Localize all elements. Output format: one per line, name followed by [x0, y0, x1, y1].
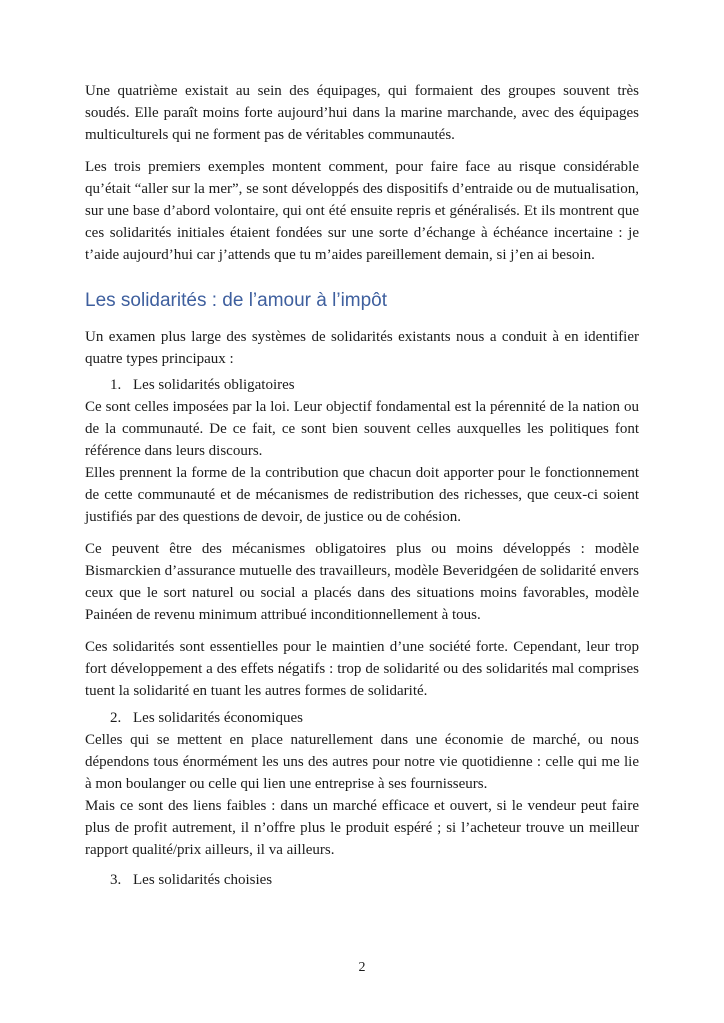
paragraph-exam-intro: Un examen plus large des systèmes de solidarités existants nous a conduit à en identifier quatre types principaux :: [85, 329, 639, 367]
paragraph-solidarites-essentielles: Ces solidarités sont essentielles pour le maintien d’une société forte. Cependant, leur trop fort développement a des effets négatifs : trop de solidarité ou des solidarités mal comprises tuent la solidarité en tuant les autres formes de solidarité.: [85, 639, 639, 699]
list-item-solidarites-obligatoires: [85, 374, 639, 396]
paragraph-obligatoires-forme: Elles prennent la forme de la contribution que chacun doit apporter pour le fonctionnement de cette communauté et de mécanismes de redistribution des richesses, que ceux-ci soient justifiés par des questions de devoir, de justice ou de cohésion.: [85, 465, 639, 525]
list-number: 2.: [110, 710, 122, 726]
list-number: 1.: [110, 377, 122, 393]
list-item-label: Les solidarités choisies: [133, 872, 273, 888]
paragraph-liens-faibles: Mais ce sont des liens faibles : dans un marché efficace et ouvert, si le vendeur peut faire plus de profit autrement, il n’offre plus le produit espéré ; si l’acheteur trouve un meilleur rapport qualité/prix ailleurs, il va ailleurs.: [85, 798, 639, 858]
paragraph-mecanismes-modeles: Ce peuvent être des mécanismes obligatoires plus ou moins développés : modèle Bismarckien d’assurance mutuelle des travailleurs, modèle Beveridgéen de solidarité envers ceux que le sort naturel ou social a placés dans des situations moins favorables, modèle Painéen de revenu minimum attribué inconditionnellement à tous.: [85, 541, 639, 623]
page-number: 2: [358, 960, 366, 975]
paragraph-intro-fourth-solidarity: Une quatrième existait au sein des équipages, qui formaient des groupes souvent très soudés. Elle paraît moins forte aujourd’hui dans la marine marchande, avec des équipages multiculturels qui ne forment pas de véritables communautés.: [85, 83, 639, 143]
paragraph-obligatoires-def: Ce sont celles imposées par la loi. Leur objectif fondamental est la pérennité de la nation ou de la communauté. De ce fait, ce sont bien souvent celles auxquelles les politiques font référence dans leurs discours.: [85, 399, 639, 459]
list-number: 3.: [110, 872, 122, 888]
paragraph-economiques-def: Celles qui se mettent en place naturellement dans une économie de marché, ou nous dépendons tous énormément les uns des autres pour notre vie quotidienne : celle qui me lie à mon boulanger ou celle qui lien une entreprise à ses fournisseurs.: [85, 732, 639, 792]
list-item-label: Les solidarités obligatoires: [133, 377, 295, 393]
paragraph-three-examples: Les trois premiers exemples montent comment, pour faire face au risque considérable qu’était “aller sur la mer”, se sont développés des dispositifs d’entraide ou de mutualisation, sur une base d’abord volontaire, qui ont été ensuite repris et généralisés. Et ils montrent que ces solidarités initiales étaient fondées sur une sorte d’échange à échéance incertaine : je t’aide aujourd’hui car j’attends que tu m’aides pareillement demain, si j’en ai besoin.: [85, 159, 639, 263]
list-item-label: Les solidarités économiques: [133, 710, 303, 726]
list-item-solidarites-choisies: [85, 869, 639, 891]
list-item-solidarites-economiques: [85, 707, 639, 729]
document-body: [85, 80, 639, 891]
section-heading: Les solidarités : de l’amour à l’impôt: [85, 290, 388, 311]
